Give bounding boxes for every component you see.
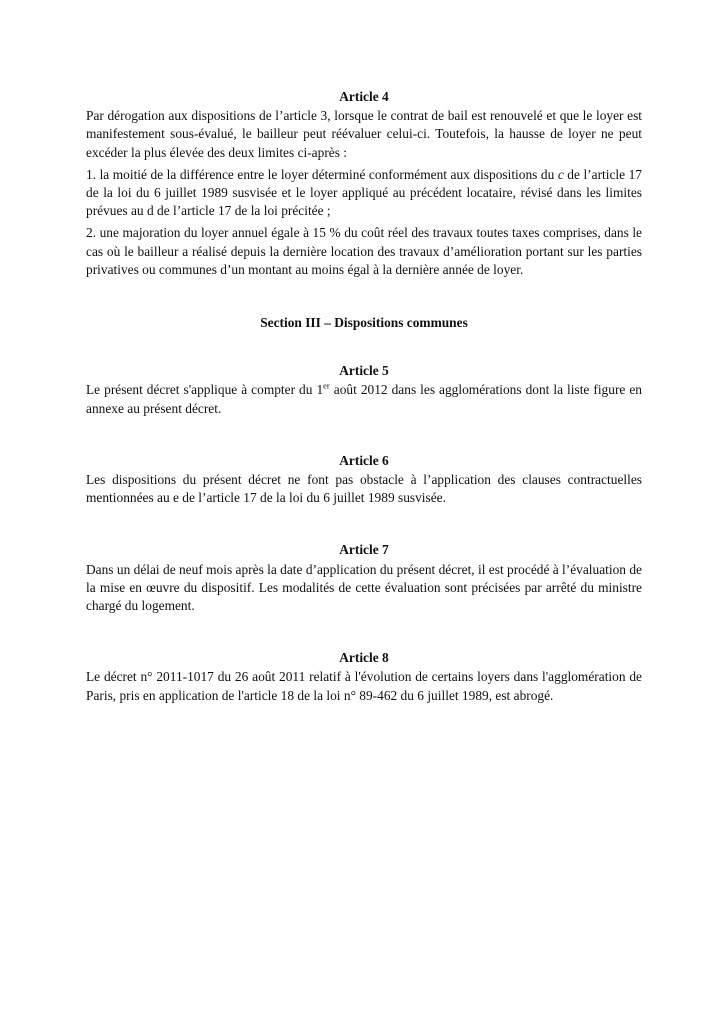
article-7-text: Dans un délai de neuf mois après la date d’application du présent décret, il est procédé à l’évaluation de la mise en œuvre du dispositif. Les modalités de cette évaluation sont précisées par arrêté du ministre chargé du logement.: [86, 561, 642, 614]
article-7-heading: Article 7: [339, 542, 389, 558]
article-8-text: Le décret n° 2011-1017 du 26 août 2011 relatif à l'évolution de certains loyers dans l'agglomération de Paris, pris en application de l'article 18 de la loi n° 89-462 du 6 juillet 1989, est abrogé.: [86, 669, 642, 703]
article-8-heading: Article 8: [339, 650, 389, 666]
article-4-item-1-text-end: de l’article 17 de la loi du 6 juillet 1989 susvisée et le loyer appliqué au précédent locataire, révisé dans les limites prévues au d de l’article 17 de la loi précitée ;: [86, 166, 643, 219]
article-6-heading: Article 6: [339, 452, 389, 468]
article-4-intro: Par dérogation aux dispositions de l’article 3, lorsque le contrat de bail est renouvelé et que le loyer est manifestement sous-évalué, le bailleur peut réévaluer celui-ci. Toutefois, la hausse de loyer ne peut excéder la plus élevée des deux limites ci-après :: [86, 108, 642, 160]
article-4-heading: Article 4: [339, 89, 389, 104]
article-5-superscript: er: [323, 380, 330, 391]
section-3-heading: Section III – Dispositions communes: [260, 315, 468, 331]
article-4-item-2: 2. une majoration du loyer annuel égale à 15 % du coût réel des travaux toutes taxes comprises, dans le cas où le bailleur a réalisé depuis la dernière location des travaux d’amélioration portant sur les parties privatives ou communes d’un montant au moins égal à la dernière année de loyer.: [86, 225, 642, 277]
article-5-text: [86, 381, 642, 417]
article-4-item-1-text-start: 1. la moitié de la différence entre le loyer déterminé conformément aux dispositions du: [86, 166, 558, 182]
document-page: [86, 88, 642, 709]
article-6-text: Les dispositions du présent décret ne font pas obstacle à l’application des clauses contractuelles mentionnées au e de l’article 17 de la loi du 6 juillet 1989 susvisée.: [86, 472, 642, 506]
article-5-heading: Article 5: [339, 363, 389, 379]
article-4-item-1: [86, 166, 642, 221]
article-4-item-1-italic-c: c: [557, 166, 564, 182]
article-5-text-end: août 2012 dans les agglomérations dont la liste figure en annexe au présent décret.: [86, 382, 642, 416]
article-5-text-start: Le présent décret s'applique à compter du 1: [86, 382, 324, 398]
